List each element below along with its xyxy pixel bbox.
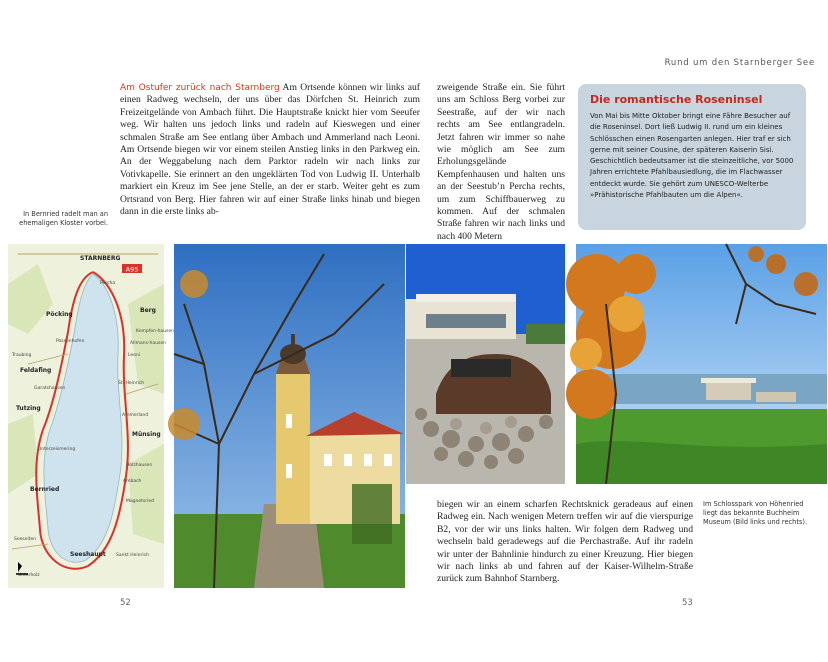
map-label-bernried: Bernried [30,486,60,493]
map-label-possenhofen: Possenhofen [56,339,85,344]
map-label-percha: Percha [100,281,116,286]
text-bottom: biegen wir an einem scharfen Rechtsknick geradeaus auf einen Radweg ein. Nach wenigen Metern treffen wir auf die vierspurige B2, vor der wir uns links halten. Wir folgen dem Radweg und wechseln bald geradewegs auf die Perchastraße. Auf ihr radeln wir unter der Bahnlinie hindurch zu einer Kreuzung. Hier biegen wir nach links ab und fahren auf der Kaiser-Wilhelm-Straße zurück zum Bahnhof Starnberg. [437,499,693,585]
map-label-seeseiten: Seeseiten [14,537,37,542]
map-label-munsing: Münsing [132,431,161,438]
info-box [578,84,806,230]
page-number-left: 52 [120,598,131,608]
caption-right: Im Schlosspark von Höhenried liegt das bekannte Buchheim Museum (Bild links und rechts). [703,500,808,526]
map-label-starnberg: STARNBERG [80,255,121,262]
map-label-pocking: Pöcking [46,311,73,318]
map-label-unterzeismering: Unterzeismering [38,447,76,452]
photo-car-sculpture [406,244,565,484]
photo-church [174,244,405,588]
section-lead-in: Am Ostufer zurück nach Starnberg [120,83,280,93]
map-label-st-heinrich: St. Heinrich [118,381,145,386]
map-label-leoni: Leoni [128,353,141,358]
map-label-ammerland: Ammerland [122,413,149,418]
map-label-ambach: Ambach [123,479,142,484]
map-label-berg: Berg [140,307,156,314]
page-number-right: 53 [682,598,693,608]
map-label-holzhausen: Holzhausen [126,463,153,468]
map-label-traubing: Traubing [12,353,32,358]
map-svg [8,244,174,588]
running-title: Rund um den Starnberger See [664,58,815,68]
map-label-tutzing: Tutzing [16,405,41,412]
map-label-unterholz: Unterholz [18,573,40,578]
text-column-2: zweigende Straße ein. Sie führt uns am Schloss Berg vorbei zur Seestraße, auf der wir nach rechts am See entlangradeln. Jetzt fahren wir immer so nahe wie möglich am See zum Erholungsgelände Kempfenhausen und halten uns an der Seestub’n Percha rechts, um zum Schiffbauerweg zu kommen. Auf der schmalen Straße fahren wir nach links und nach 400 Metern [437,82,565,242]
caption-left: In Bernried radelt man an ehemaligen Kloster vorbei. [19,210,108,227]
map-label-feldafing: Feldafing [20,367,52,374]
map-label-magnetsried: Magnetsried [126,499,154,504]
route-map [8,244,174,588]
info-box-title: Die romantische Roseninsel [590,93,763,106]
column-1-body: Am Ortsende können wir links auf einen Radweg wechseln, der uns über das Dörfchen St. Heinrich zum Freizeitgelände von Ambach führt. Die Hauptstraße knickt hier vom Seeufer weg. Wir halten uns jedoch links und radeln auf Kieswegen und einer schmalen Straße am See entlang über Ambach und Ammerland nach Leoni. Am Ortsende biegen wir vor einem steilen Anstieg links in den Parkweg ein. An der Weggabelung nach dem Parktor radeln wir nach links zur Votivkapelle. Sie erinnert an den ungeklärten Tod von Ludwig II. Unterhalb markiert ein Kreuz im See jene Stelle, an der er starb. Weiter geht es zum Ortsrand von Berg. Hier fahren wir auf einer Straße links hinab und biegen dann in die erste links ab- [120,82,420,218]
info-box-text: Von Mai bis Mitte Oktober bringt eine Fähre Besucher auf die Roseninsel. Dort ließ Ludwig II. rund um ein kleines Schlösschen einen Rosengarten anlegen. Hier traf er sich gerne mit seiner Cousine, der späteren Kaiserin Sisi. Geschichtlich bedeutsamer ist die steinzeitliche, vor 5000 Jahren errichtete Pfahlbausiedlung, die im Flachwasser entdeckt wurde. Sie gehört zum UNESCO-Welterbe »Prähistorische Pfahlbauten um die Alpen«. [590,112,794,200]
text-column-1 [120,82,420,218]
map-label-seeshaupt: Seeshaupt [70,551,106,558]
map-badge: A95 [125,265,139,274]
map-label-garatshausen: Garatshausen [34,386,66,391]
map-label-allmanshausen: Allmans-hausen [130,341,166,346]
photo-museum-park [576,244,827,484]
map-label-sankt-heinrich: Sankt Heinrich [116,553,149,558]
map-label-kempfenhausen: Kempfen-hausen [136,329,174,334]
